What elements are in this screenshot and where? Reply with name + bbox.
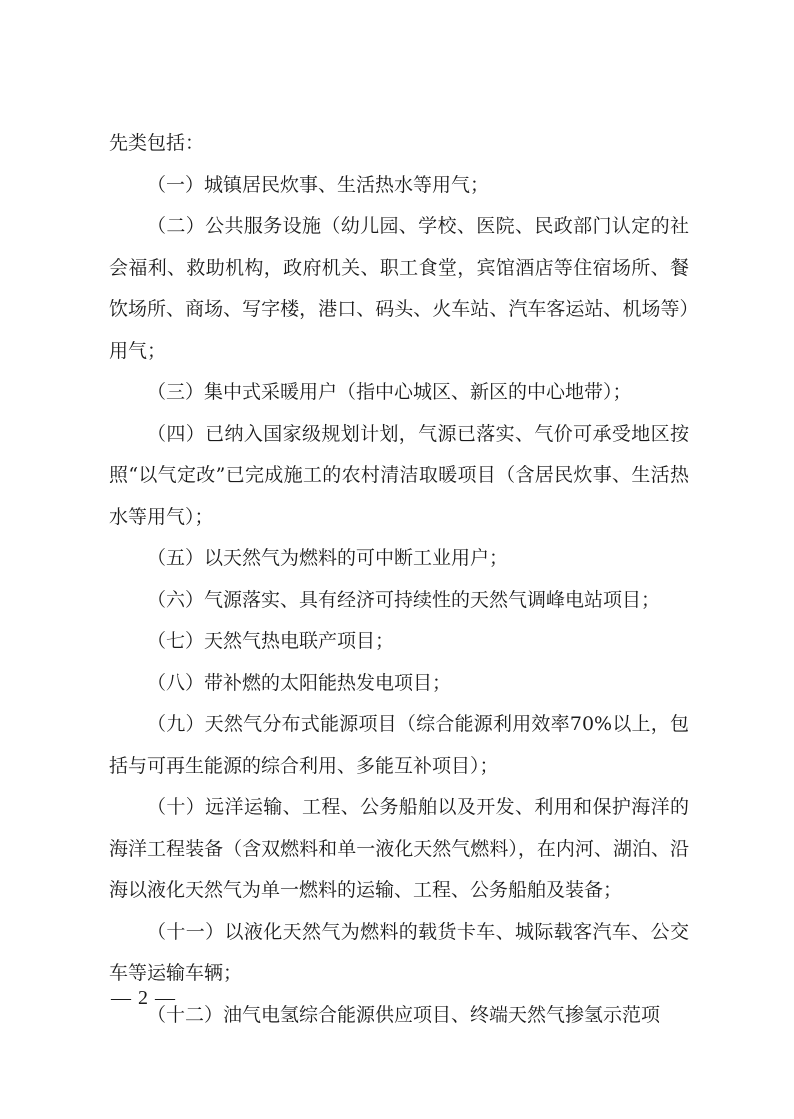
paragraph-item-10: （十）远洋运输、工程、公务船舶以及开发、利用和保护海洋的海洋工程装备（含双燃料和单一液化天然气燃料），在内河、湖泊、沿海以液化天然气为单一燃料的运输、工程、公务船舶及装备； (109, 796, 689, 901)
paragraph-item-5: （五）以天然气为燃料的可中断工业用户； (147, 547, 509, 569)
paragraph-intro: 先类包括： (109, 132, 205, 154)
page-number: — 2 — (111, 987, 176, 1009)
paragraph-item-9: （九）天然气分布式能源项目（综合能源利用效率70%以上，包括与可再生能源的综合利用、多能互补项目）； (109, 713, 689, 777)
paragraph-item-6: （六）气源落实、具有经济可持续性的天然气调峰电站项目； (147, 588, 661, 611)
paragraph-item-7: （七）天然气热电联产项目； (147, 630, 395, 652)
paragraph-item-8: （八）带补燃的太阳能热发电项目； (147, 671, 452, 694)
paragraph-item-2: （二）公共服务设施（幼儿园、学校、医院、民政部门认定的社会福利、救助机构，政府机关、职工食堂，宾馆酒店等住宿场所、餐饮场所、商场、写字楼，港口、码头、火车站、汽车客运站、机场等）用气； (109, 215, 689, 362)
document-body (109, 123, 689, 1036)
paragraph-item-4: （四）已纳入国家级规划计划，气源已落实、气价可承受地区按照“以气定改”已完成施工的农村清洁取暖项目（含居民炊事、生活热水等用气）； (109, 422, 689, 528)
paragraph-item-11: （十一）以液化天然气为燃料的载货卡车、城际载客汽车、公交车等运输车辆； (109, 920, 689, 984)
paragraph-item-3: （三）集中式采暖用户（指中心城区、新区的中心地带）； (147, 381, 632, 403)
paragraph-item-1: （一）城镇居民炊事、生活热水等用气； (147, 173, 490, 196)
paragraph-item-12: （十二）油气电氢综合能源供应项目、终端天然气掺氢示范项 (147, 1003, 661, 1026)
